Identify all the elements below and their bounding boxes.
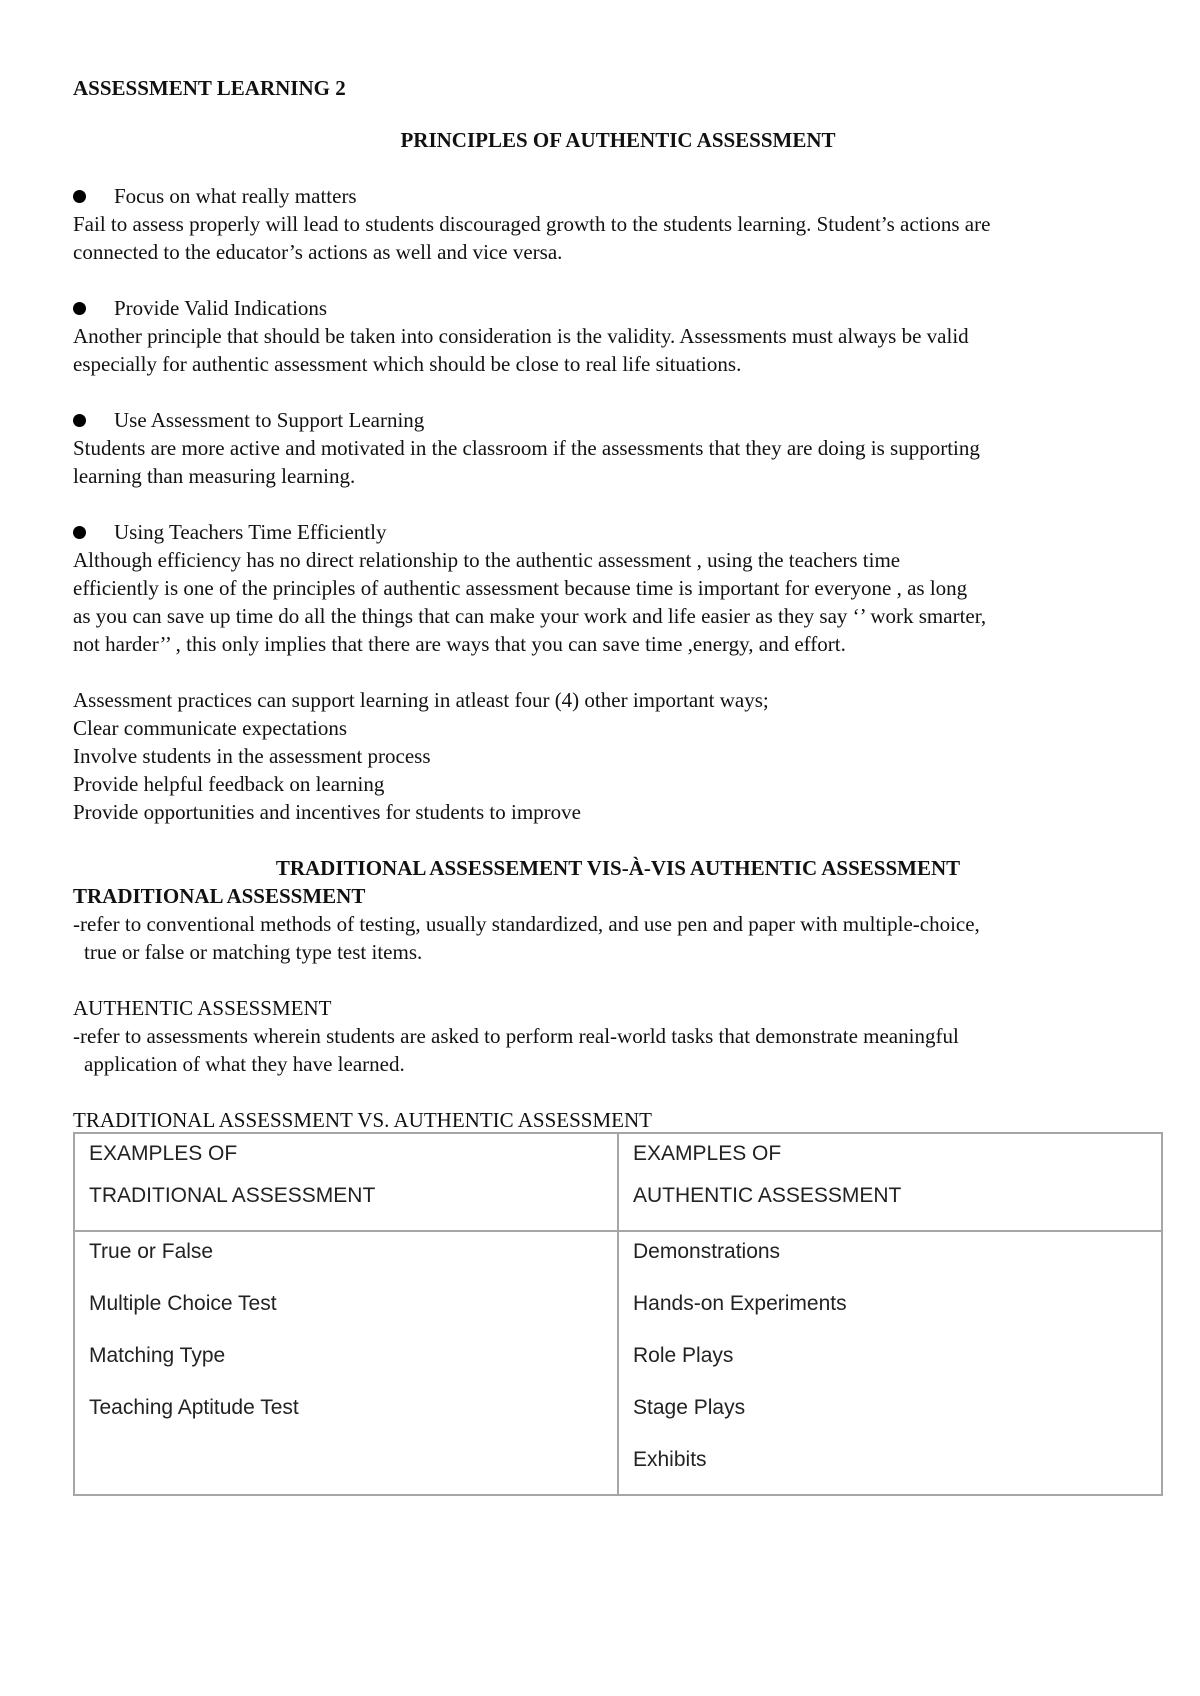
authentic-heading: AUTHENTIC ASSESSMENT xyxy=(73,996,332,1020)
principle-focus xyxy=(73,182,1163,266)
header-line: TRADITIONAL ASSESSMENT xyxy=(89,1184,376,1207)
header-line: EXAMPLES OF xyxy=(89,1142,238,1165)
authentic-definition-line: application of what they have learned. xyxy=(84,1052,405,1076)
bullet-icon xyxy=(73,526,86,539)
table-caption: TRADITIONAL ASSESSMENT VS. AUTHENTIC ASSESSMENT xyxy=(73,1108,652,1132)
principles-heading: PRINCIPLES OF AUTHENTIC ASSESSMENT xyxy=(400,128,836,152)
list-item: True or False xyxy=(89,1240,214,1263)
principle-heading: Use Assessment to Support Learning xyxy=(114,408,425,432)
list-item: Hands-on Experiments xyxy=(633,1292,847,1315)
principle-heading: Provide Valid Indications xyxy=(114,296,328,320)
principle-support xyxy=(73,406,1163,490)
list-item: Teaching Aptitude Test xyxy=(89,1396,299,1419)
bullet-icon xyxy=(73,302,86,315)
support-list-item: Provide opportunities and incentives for students to improve xyxy=(73,800,581,824)
principle-text-line: learning than measuring learning. xyxy=(73,464,356,488)
principle-text-line: connected to the educator’s actions as well and vice versa. xyxy=(73,240,563,264)
principle-text-line: Students are more active and motivated in the classroom if the assessments that they are doing is supporting xyxy=(73,436,980,460)
document-page xyxy=(73,74,1163,1496)
list-item: Multiple Choice Test xyxy=(89,1292,277,1315)
principle-text-line: especially for authentic assessment which should be close to real life situations. xyxy=(73,352,742,376)
traditional-examples-cell xyxy=(74,1231,618,1495)
support-list-item: Clear communicate expectations xyxy=(73,716,348,740)
principle-heading-row xyxy=(73,294,1163,322)
support-list-item: Provide helpful feedback on learning xyxy=(73,772,385,796)
table-row xyxy=(74,1231,1162,1495)
authentic-examples-cell xyxy=(618,1231,1162,1495)
principle-text-line: efficiently is one of the principles of authentic assessment because time is important for everyone , as long xyxy=(73,576,968,600)
traditional-definition-line: true or false or matching type test items. xyxy=(84,940,423,964)
principle-valid xyxy=(73,294,1163,378)
principle-heading: Using Teachers Time Efficiently xyxy=(114,520,387,544)
principle-heading: Focus on what really matters xyxy=(114,184,357,208)
principle-text-line: Fail to assess properly will lead to students discouraged growth to the students learning. Student’s actions are xyxy=(73,212,991,236)
list-item: Matching Type xyxy=(89,1344,226,1367)
principle-text-line: not harder’’ , this only implies that there are ways that you can save time ,energy, and effort. xyxy=(73,632,846,656)
principle-heading-row xyxy=(73,182,1163,210)
principle-heading-row xyxy=(73,406,1163,434)
support-list-item: Involve students in the assessment process xyxy=(73,744,431,768)
table-header-cell xyxy=(74,1133,618,1231)
principle-text-line: Another principle that should be taken into consideration is the validity. Assessments must always be valid xyxy=(73,324,969,348)
list-item: Role Plays xyxy=(633,1344,734,1367)
comparison-table xyxy=(73,1132,1163,1496)
table-header-row xyxy=(74,1133,1162,1231)
list-item: Exhibits xyxy=(633,1448,707,1471)
principle-text-line: Although efficiency has no direct relationship to the authentic assessment , using the teachers time xyxy=(73,548,901,572)
list-item: Stage Plays xyxy=(633,1396,746,1419)
list-item: Demonstrations xyxy=(633,1240,781,1263)
bullet-icon xyxy=(73,414,86,427)
document-title: ASSESSMENT LEARNING 2 xyxy=(73,76,346,100)
vis-a-vis-heading: TRADITIONAL ASSESSEMENT VIS-À-VIS AUTHENTIC ASSESSMENT xyxy=(275,856,961,880)
header-line: AUTHENTIC ASSESSMENT xyxy=(633,1184,902,1207)
principle-time xyxy=(73,518,1163,658)
table-header-cell xyxy=(618,1133,1162,1231)
authentic-definition xyxy=(73,994,1163,1078)
support-list-intro: Assessment practices can support learning in atleast four (4) other important ways; xyxy=(73,688,769,712)
principle-text-line: as you can save up time do all the things that can make your work and life easier as they say ‘’ work smarter, xyxy=(73,604,987,628)
authentic-definition-line: -refer to assessments wherein students are asked to perform real-world tasks that demonstrate meaningful xyxy=(73,1024,959,1048)
principle-heading-row xyxy=(73,518,1163,546)
bullet-icon xyxy=(73,190,86,203)
header-line: EXAMPLES OF xyxy=(633,1142,782,1165)
traditional-definition-line: -refer to conventional methods of testing, usually standardized, and use pen and paper with multiple-choice, xyxy=(73,912,980,936)
traditional-heading: TRADITIONAL ASSESSMENT xyxy=(73,884,366,908)
support-list xyxy=(73,686,1163,826)
